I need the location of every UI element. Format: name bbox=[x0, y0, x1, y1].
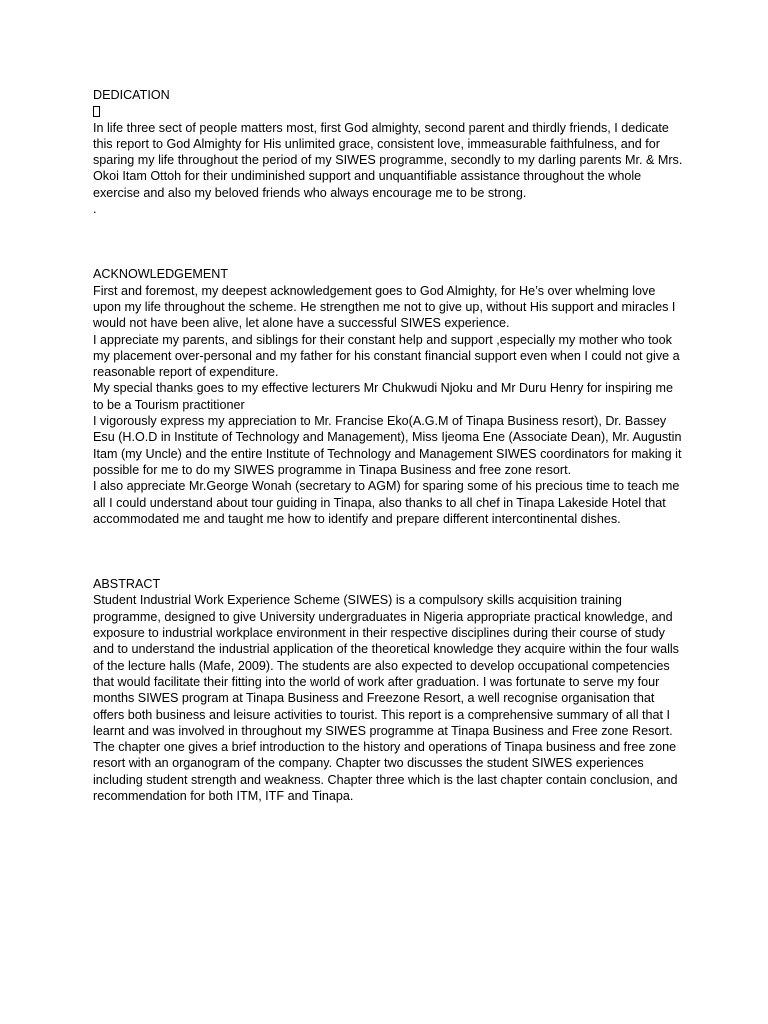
abstract-paragraph: Student Industrial Work Experience Scheme (SIWES) is a compulsory skills acquisition training programme, designed to give University undergraduates in Nigeria appropriate practical knowledge, and exposure to industrial workplace environment in their respective disciplines during their course of study and to understand the industrial application of the theoretical knowledge they acquire within the four walls of the lecture halls (Mafe, 2009). The students are also expected to develop occupational competencies that would facilitate their fitting into the world of work after graduation. I was fortunate to serve my four months SIWES program at Tinapa Business and Freezone Resort, a well recognise organisation that offers both business and leisure activities to tourist. This report is a comprehensive summary of all that I learnt and was involved in throughout my SIWES programme at Tinapa Business and Free zone Resort. bbox=[93, 593, 679, 738]
dedication-trailing-period: . bbox=[93, 202, 97, 217]
dedication-section bbox=[93, 87, 683, 217]
document-page bbox=[93, 87, 683, 804]
acknowledgement-paragraph: First and foremost, my deepest acknowledgement goes to God Almighty, for He’s over whelming love upon my life throughout the scheme. He strengthen me not to give up, without His support and miracles I would not have been alive, let alone have a successful SIWES experience. bbox=[93, 283, 676, 331]
missing-glyph-icon bbox=[93, 106, 100, 117]
missing-glyph-line bbox=[93, 103, 683, 119]
acknowledgement-section bbox=[93, 266, 683, 527]
acknowledgement-heading: ACKNOWLEDGEMENT bbox=[93, 267, 229, 282]
dedication-heading: DEDICATION bbox=[93, 88, 170, 102]
abstract-heading: ABSTRACT bbox=[93, 577, 161, 592]
acknowledgement-paragraph: I appreciate my parents, and siblings for their constant help and support ,especially my mother who took my placement over-personal and my father for his constant financial support even when I could not give a reasonable report of expenditure. bbox=[93, 332, 680, 380]
dedication-text: In life three sect of people matters most, first God almighty, second parent and thirdly friends, I dedicate this report to God Almighty for His unlimited grace, consistent love, immeasurable faithfulness, and for sparing my life throughout the period of my SIWES programme, secondly to my darling parents Mr. & Mrs. Okoi Itam Ottoh for their undiminished support and unquantifiable assistance throughout the whole exercise and also my beloved friends who always encourage me to be strong. bbox=[93, 120, 683, 200]
section-spacer bbox=[93, 217, 683, 266]
acknowledgement-paragraph: I also appreciate Mr.George Wonah (secretary to AGM) for sparing some of his precious time to teach me all I could understand about tour guiding in Tinapa, also thanks to all chef in Tinapa Lakeside Hotel that accommodated me and taught me how to identify and prepare different intercontinental dishes. bbox=[93, 479, 680, 526]
acknowledgement-paragraph: My special thanks goes to my effective lecturers Mr Chukwudi Njoku and Mr Duru Henry for inspiring me to be a Tourism practitioner bbox=[93, 381, 674, 412]
section-spacer bbox=[93, 527, 683, 576]
abstract-section bbox=[93, 576, 683, 804]
abstract-paragraph: The chapter one gives a brief introduction to the history and operations of Tinapa business and free zone resort with an organogram of the company. Chapter two discusses the student SIWES experiences including student strength and weakness. Chapter three which is the last chapter contain conclusion, and recommendation for both ITM, ITF and Tinapa. bbox=[93, 740, 678, 803]
acknowledgement-paragraph: I vigorously express my appreciation to Mr. Francise Eko(A.G.M of Tinapa Business resort), Dr. Bassey Esu (H.O.D in Institute of Technology and Management), Miss Ijeoma Ene (Associate Dean), Mr. Augustin Itam (my Uncle) and the entire Institute of Technology and Management SIWES coordinators for making it possible for me to do my SIWES programme in Tinapa Business and free zone resort. bbox=[93, 414, 682, 477]
